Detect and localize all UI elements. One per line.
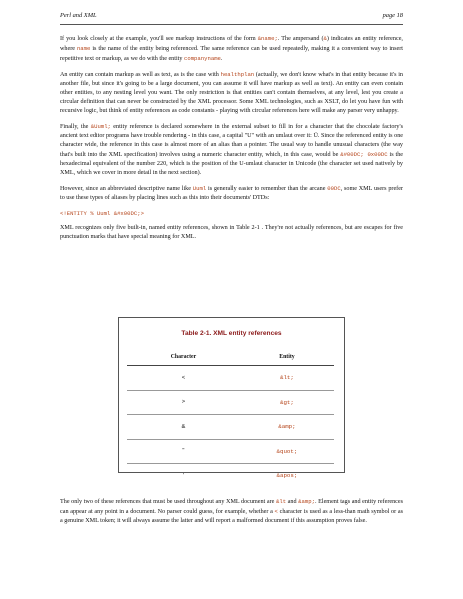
- table-header-row: [127, 349, 334, 366]
- entity-cell: &quot;: [240, 439, 334, 464]
- inline-code: &Uuml;: [90, 122, 111, 130]
- text: An entity can contain markup as well as text, as is the case with: [60, 71, 221, 78]
- inline-code: <: [274, 508, 278, 516]
- table-row: [127, 390, 334, 415]
- inline-code: companyname: [183, 55, 221, 63]
- paragraph-1: [60, 34, 403, 64]
- character-cell: &: [127, 415, 240, 440]
- paragraph-5: XML recognizes only five built-in, named entity references, shown in Table 2-1 . They're not actually references, but are escapes for five punctuation marks that have special meaning for XML.: [60, 224, 403, 240]
- character-cell: <: [127, 366, 240, 391]
- body-text-after-table: [60, 491, 403, 533]
- table-title: Table 2-1. XML entity references: [181, 330, 282, 337]
- entity-cell: &amp;: [240, 415, 334, 440]
- column-header: Entity: [240, 349, 334, 366]
- entity-table: [127, 349, 334, 488]
- code-line: <!ENTITY % Uuml &#x00DC;>: [60, 209, 144, 217]
- entity-table-box: [118, 317, 345, 480]
- character-cell: ': [182, 472, 184, 479]
- inline-code: &lt: [275, 498, 287, 506]
- text: is the name of the entity being referenced. The same reference can be used repeatedly, making it a convenient way to insert repetitive text or markup, as we do with the entity: [60, 46, 403, 63]
- table-row: [127, 415, 334, 440]
- text: is the hexadecimal equivalent of the number 220, which is the position of the U-umlaut character in Unicode (the character set used natively by XML, which we cover in more detail in the next section).: [60, 152, 404, 177]
- text: . Element tags and entity references can appear at any point in a document. No parser could guess, for example, whether a: [60, 499, 403, 516]
- inline-code: &amp;: [298, 498, 315, 506]
- text: entity reference is declared somewhere in the external subset to fill in for a character that the chocolate factory's ancient text editor programs have trouble rendering - in this case, a capital "U" with an umlaut over it: Ü. Since the referenced entity is one character wide, the reference in this case is almost more of an alias than a pointer. The usual way to handle unusual characters (the way that's built into the XML specification) involves using a numeric character entity, which, in this case, would be: [60, 123, 403, 159]
- inline-code: &#00DC; 0x00DC: [340, 151, 388, 159]
- inline-code: Uuml: [192, 184, 207, 192]
- entity-cell: &lt;: [240, 366, 334, 391]
- text: Finally, the: [60, 123, 91, 130]
- text: is generally easier to remember than the arcane: [206, 185, 328, 192]
- column-header: Character: [127, 349, 240, 366]
- inline-code: healthplan: [220, 70, 255, 78]
- header-title: Perl and XML: [60, 12, 97, 19]
- character-cell: ": [127, 439, 240, 464]
- text: However, since an abbreviated descriptive name like: [60, 185, 193, 192]
- table-row: [127, 366, 334, 391]
- text: . The ampersand (: [277, 36, 324, 42]
- header-rule: [60, 24, 403, 25]
- inline-code: 00DC: [327, 184, 341, 192]
- text: ) indicates an entity reference, where: [60, 36, 403, 53]
- table-row: [127, 464, 334, 488]
- paragraph-4: [60, 184, 403, 203]
- page-header: [60, 12, 403, 19]
- text: (actually, we don't know what's in that entity because it's in another file, but since it's going to be a large document, you can assume it will have markup as well as text). An entity can even contain other entities, to any nesting level you want. The only restriction is that entities can't contain themselves, at any level, lest you create a circular definition that can never be constructed by the XML processor. Some XML technologies, such as XSLT, do let you have fun with recursive logic, but think of entity references as code constants - playing with circular references here will make any parser very unhappy.: [60, 71, 403, 115]
- inline-code: name: [76, 45, 91, 53]
- paragraph-3: [60, 122, 403, 179]
- text: and: [286, 499, 299, 506]
- text: If you look closely at the example, you'll see markup instructions of the form: [60, 36, 258, 42]
- inline-code: &: [323, 35, 327, 42]
- text: character is used as a less-than math symbol or as a genuine XML token; it will always assume the latter and will report a malformed document if this assumption proves false.: [60, 509, 403, 525]
- paragraph-6: [60, 497, 403, 526]
- paragraph-2: [60, 70, 403, 116]
- header-page-number: page 18: [382, 12, 403, 19]
- table-row: [127, 439, 334, 464]
- text: .: [220, 56, 223, 63]
- text: The only two of these references that must be used throughout any XML document are: [60, 499, 276, 506]
- character-cell: >: [127, 390, 240, 415]
- body-text: [60, 34, 403, 247]
- entity-cell: &apos;: [276, 472, 298, 480]
- text: , some XML users prefer to use these types of aliases by placing lines such as this into their documents' DTDs:: [60, 185, 403, 201]
- entity-cell: &gt;: [240, 390, 334, 415]
- inline-code: &name;: [257, 35, 278, 42]
